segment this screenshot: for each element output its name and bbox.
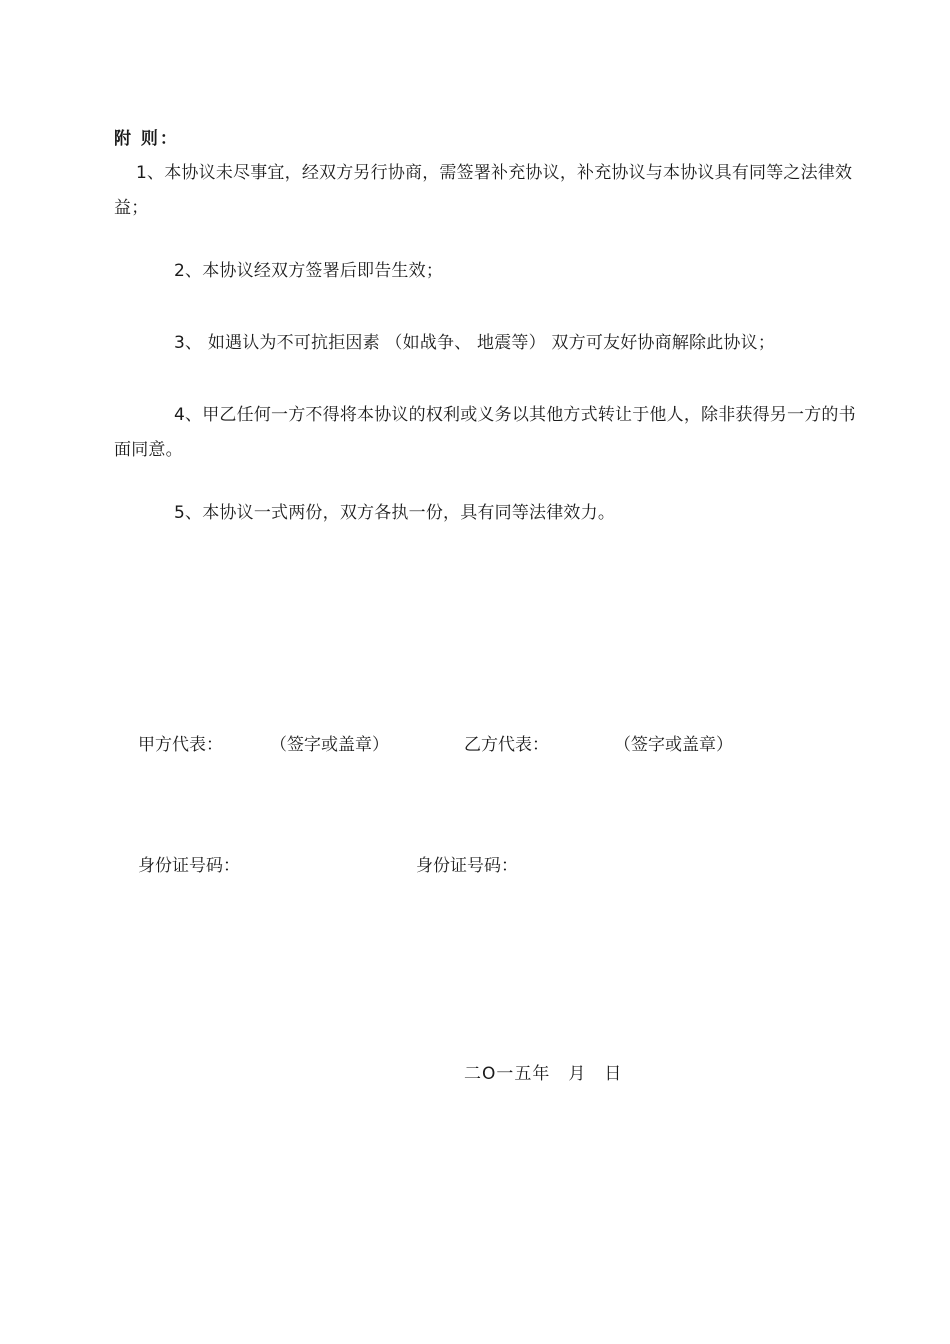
section-heading: 附 则： bbox=[114, 129, 179, 149]
party-b-representative-label: 乙方代表： bbox=[464, 735, 549, 755]
clause-2: 2、本协议经双方签署后即告生效； bbox=[174, 261, 444, 281]
clause-1: 1、本协议未尽事宜，经双方另行协商，需签署补充协议，补充协议与本协议具有同等之法律效益； bbox=[114, 163, 853, 218]
party-b-signature-hint: （签字或盖章） bbox=[614, 735, 733, 755]
date-line: 二O一五年 月 日 bbox=[464, 1064, 623, 1084]
clause-4: 4、甲乙任何一方不得将本协议的权利或义务以其他方式转让于他人，除非获得另一方的书面同意。 bbox=[114, 405, 856, 460]
clause-3: 3、 如遇认为不可抗拒因素 （如战争、 地震等） 双方可友好协商解除此协议； bbox=[174, 333, 776, 353]
party-a-signature-hint: （签字或盖章） bbox=[270, 735, 389, 755]
party-a-id-number-label: 身份证号码： bbox=[138, 856, 240, 876]
clause-5: 5、本协议一式两份，双方各执一份，具有同等法律效力。 bbox=[174, 503, 616, 523]
party-a-representative-label: 甲方代表： bbox=[138, 735, 223, 755]
party-b-id-number-label: 身份证号码： bbox=[416, 856, 518, 876]
